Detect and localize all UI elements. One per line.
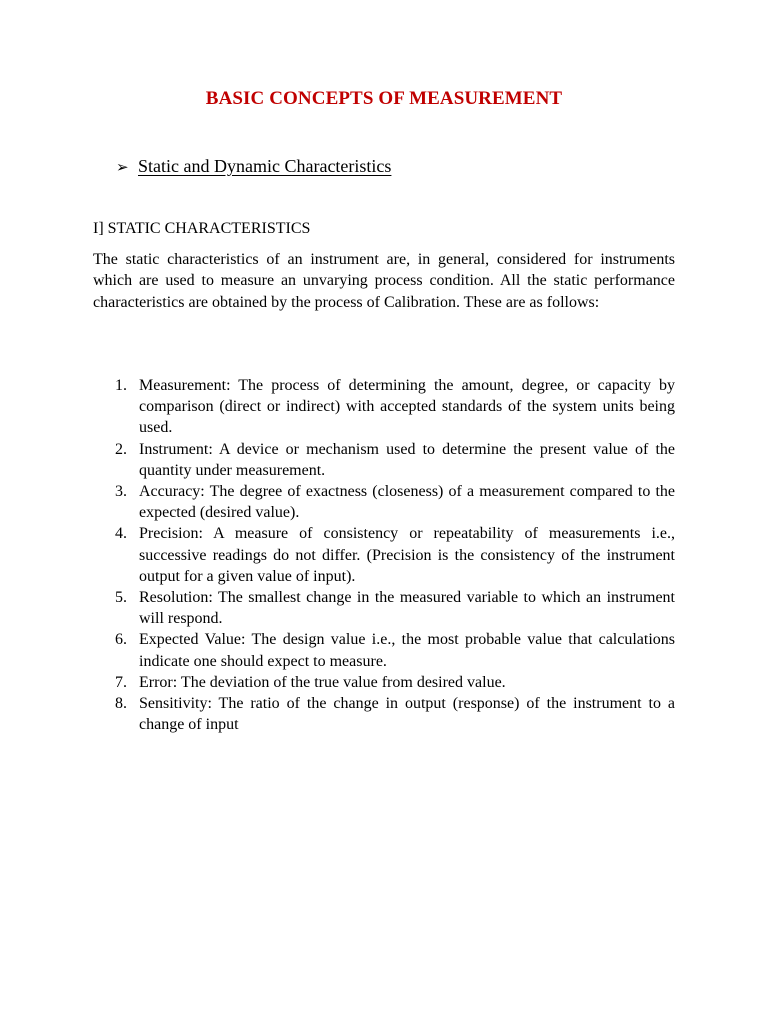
list-item-text: Expected Value: The design value i.e., the most probable value that calculations indicate one should expect to measure. xyxy=(139,631,675,670)
arrow-bullet-icon: ➢ xyxy=(116,158,129,176)
list-item-number: 4. xyxy=(115,525,127,543)
section-heading: I] STATIC CHARACTERISTICS xyxy=(93,220,311,237)
list-item-number: 2. xyxy=(115,440,127,458)
list-item-text: Measurement: The process of determining the amount, degree, or capacity by comparison (direct or indirect) with accepted standards of the system units being used. xyxy=(139,377,675,437)
list-item xyxy=(103,693,675,735)
list-item-number: 7. xyxy=(115,673,127,691)
page-title: BASIC CONCEPTS OF MEASUREMENT xyxy=(205,88,563,109)
list-item-number: 1. xyxy=(115,377,127,394)
list-item-number: 8. xyxy=(115,695,127,713)
list-item-text: Resolution: The smallest change in the measured variable to which an instrument will respond. xyxy=(139,589,675,628)
list-item-text: Accuracy: The degree of exactness (closeness) of a measurement compared to the expected (desired value). xyxy=(139,483,675,522)
list-item-text: Precision: A measure of consistency or repeatability of measurements i.e., successive readings do not differ. (Precision is the consistency of the instrument output for a given value of input). xyxy=(139,525,675,585)
characteristics-list xyxy=(103,375,675,735)
list-item xyxy=(103,439,675,481)
list-item xyxy=(103,587,675,629)
list-item xyxy=(103,629,675,671)
subheading xyxy=(116,155,391,178)
subheading-text: Static and Dynamic Characteristics xyxy=(138,156,392,176)
intro-paragraph: The static characteristics of an instrument are, in general, considered for instruments which are used to measure an unvarying process condition. All the static performance characteristics are obtained by the process of Calibration. These are as follows: xyxy=(93,251,675,311)
list-item-text: Error: The deviation of the true value from desired value. xyxy=(139,673,506,691)
list-item-number: 3. xyxy=(115,483,127,501)
list-item xyxy=(103,481,675,523)
list-item xyxy=(103,672,675,693)
list-item-text: Sensitivity: The ratio of the change in output (response) of the instrument to a change of input xyxy=(139,695,675,734)
list-item-text: Instrument: A device or mechanism used to determine the present value of the quantity under measurement. xyxy=(139,440,675,479)
list-item-number: 5. xyxy=(115,589,127,607)
list-item xyxy=(103,523,675,587)
list-item xyxy=(103,375,675,439)
list-item-number: 6. xyxy=(115,631,127,649)
